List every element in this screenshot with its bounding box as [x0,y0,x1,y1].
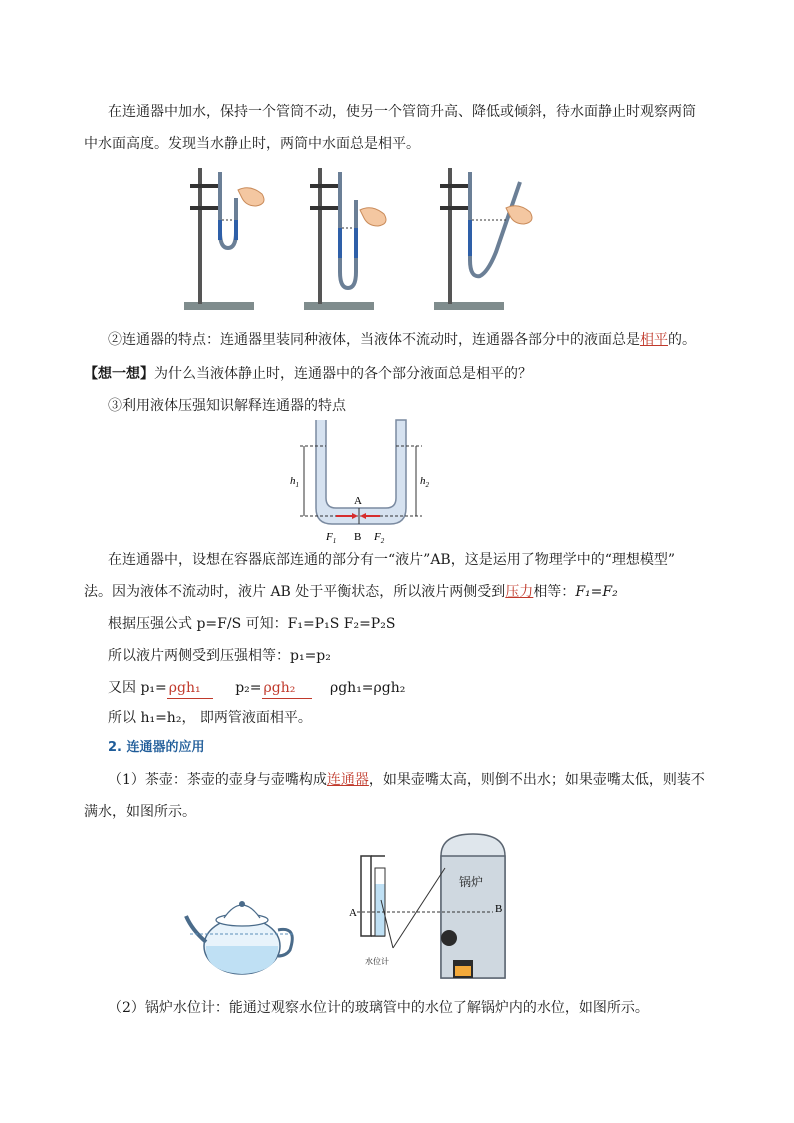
think-line [84,364,724,384]
model-line-2-text: 法。因为液体不流动时，液片 AB 处于平衡状态，所以液片两侧受到 [84,584,506,600]
u-tube-experiment-figure [170,160,560,320]
feature-answer: 相平 [640,332,668,348]
teapot-line-2: 满水，如图所示。 [84,804,196,820]
feature-line [108,330,748,350]
boiler-a-label: A [349,907,357,919]
water-gauge-label: 水位计 [365,957,389,966]
liquid-sheet-diagram [280,418,440,546]
model-line-2 [84,582,724,602]
model-line-1: 在连通器中，设想在容器底部连通的部分有一“液片”AB，这是运用了物理学中的“理想模型” [108,552,676,568]
answer-2: ρgh₂ [262,678,312,699]
feature-text: ②连通器的特点：连通器里装同种液体，当液体不流动时，连通器各部分中的液面总是 [108,332,640,348]
h1-label: $h_1$ [290,475,299,489]
teapot-line-1 [108,770,748,790]
teapot-text: （1）茶壶：茶壶的壶身与壶嘴构成 [108,772,327,788]
intro-line-1: 在连通器中加水，保持一个管筒不动，使另一个管筒升高、降低或倾斜，待水面静止时观察两筒 [108,104,696,120]
teapot-rest: ，如果壶嘴太高，则倒不出水；如果壶嘴太低，则装不 [368,772,705,788]
teapot-answer: 连通器 [326,772,369,788]
boiler-line: （2）锅炉水位计：能通过观察水位计的玻璃管中的水位了解锅炉内的水位，如图所示。 [108,1000,649,1016]
model-line-2-mid: 相等： [533,584,576,600]
f1-label: $F_1$ [326,531,337,545]
answer-1: ρgh₁ [167,678,213,699]
stand-2 [304,168,386,310]
think-question: 为什么当液体静止时，连通器中的各个部分液面总是相平的？ [154,366,532,382]
feature-end: 的。 [668,332,696,348]
boiler-figure [345,828,525,998]
a-label: A [354,495,362,507]
teapot-figure [182,890,300,980]
density-line [108,678,748,699]
stand-1 [184,168,264,310]
explain-heading: ③利用液体压强知识解释连通器的特点 [108,398,346,414]
section-heading: 2. 连通器的应用 [108,740,205,755]
stand-3 [434,168,532,310]
intro-line-2: 中水面高度。发现当水静止时，两筒中水面总是相平。 [84,136,420,152]
h2-label: $h_2$ [420,475,429,489]
boiler-title: 锅炉 [459,875,484,889]
pressure-equal-line: 所以液片两侧受到压强相等：p₁=p₂ [108,648,331,664]
boiler-b-label: B [495,903,503,915]
force-equation: F₁=F₂ [575,584,618,600]
conclusion-line: 所以 h₁=h₂， 即两管液面相平。 [108,710,312,726]
think-tag: 【想一想】 [84,366,154,382]
pressure-formula-line: 根据压强公式 p=F/S 可知：F₁=P₁S F₂=P₂S [108,616,396,632]
density-pre: 又因 p₁= [108,680,167,696]
density-result: ρgh₁=ρgh₂ [329,680,406,696]
density-mid: p₂= [235,680,262,696]
b-label: B [354,531,362,543]
f2-label: $F_2$ [374,531,385,545]
pressure-force-answer: 压力 [505,584,534,600]
